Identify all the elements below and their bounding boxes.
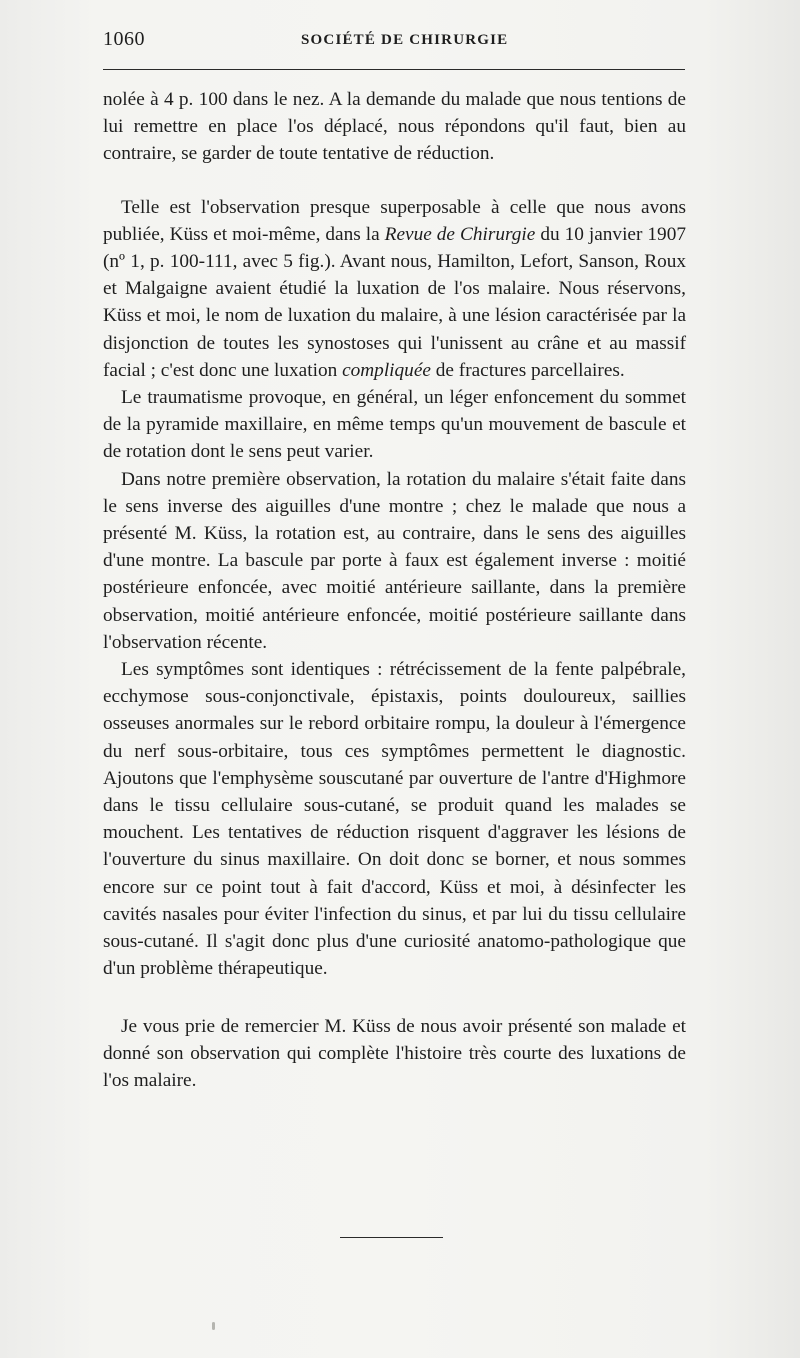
page-header bbox=[103, 26, 685, 56]
end-rule bbox=[340, 1237, 443, 1238]
paragraph-gap bbox=[103, 168, 686, 194]
paragraph-symptomes: Les symptômes sont identiques : rétrécissement de la fente palpébrale, ecchymose sous-conjonctivale, épistaxis, points douloureux, saillies osseuses anormales sur le rebord orbitaire rompu, la douleur à l'émergence du nerf sous-orbitaire, tous ces symptômes permettent le diagnostic. Ajoutons que l'emphysème souscutané par ouverture de l'antre d'Highmore dans le tissu cellulaire sous-cutané, se produit quand les malades se mouchent. Les tentatives de réduction risquent d'aggraver les lésions de l'ouverture du sinus maxillaire. On doit donc se borner, et nous sommes encore sur ce point tout à fait d'accord, Küss et moi, à désinfecter les cavités nasales pour éviter l'infection du sinus, et par lui du tissu cellulaire sous-cutané. Il s'agit donc plus d'une curiosité anatomo-pathologique que d'un problème thérapeutique. bbox=[103, 659, 686, 980]
running-head: SOCIÉTÉ DE CHIRURGIE bbox=[301, 32, 509, 48]
paragraph-conclusion: Je vous prie de remercier M. Küss de nous avoir présenté son malade et donné son observation qui complète l'histoire très courte des luxations de l'os malaire. bbox=[103, 1015, 686, 1091]
paragraph-gap bbox=[103, 983, 686, 1013]
article-body bbox=[103, 86, 686, 1094]
header-rule bbox=[103, 69, 685, 70]
journal-title: Revue de Chirurgie bbox=[384, 223, 536, 245]
paragraph-observation bbox=[103, 194, 686, 384]
italic-term: compliquée bbox=[342, 359, 431, 381]
scan-speck bbox=[212, 1322, 215, 1330]
paragraph-continued: nolée à 4 p. 100 dans le nez. A la demande du malade que nous tentions de lui remettre en place l'os déplacé, nous répondons qu'il faut, bien au contraire, se garder de toute tentative de réduction. bbox=[103, 89, 686, 165]
paragraph-text: de fractures parcellaires. bbox=[430, 359, 625, 381]
page-number: 1060 bbox=[103, 28, 145, 50]
paragraph-text: Telle est l'observation presque superposable à celle que nous avons publiée, Küss et moi-même, dans la bbox=[103, 196, 686, 245]
paragraph-rotation: Dans notre première observation, la rotation du malaire s'était faite dans le sens inverse des aiguilles d'une montre ; chez le malade que nous a présenté M. Küss, la rotation est, au contraire, dans le sens des aiguilles d'une montre. La bascule par porte à faux est également inverse : moitié postérieure enfoncée, avec moitié antérieure saillante, dans la première observation, moitié antérieure enfoncée, moitié postérieure saillante dans l'observation récente. bbox=[103, 468, 686, 653]
paragraph-traumatisme: Le traumatisme provoque, en général, un léger enfoncement du sommet de la pyramide maxillaire, en même temps qu'un mouvement de bascule et de rotation dont le sens peut varier. bbox=[103, 387, 686, 463]
paragraph-text: du 10 janvier 1907 (nº 1, p. 100-111, avec 5 fig.). Avant nous, Hamilton, Lefort, Sanson, Roux et Malgaigne avaient étudié la luxation de l'os malaire. Nous réservons, Küss et moi, le nom de luxation du malaire, à une lésion caractérisée par la disjonction de toutes les synostoses qui l'unissent au crâne et au massif facial ; c'est donc une luxation bbox=[103, 223, 686, 381]
